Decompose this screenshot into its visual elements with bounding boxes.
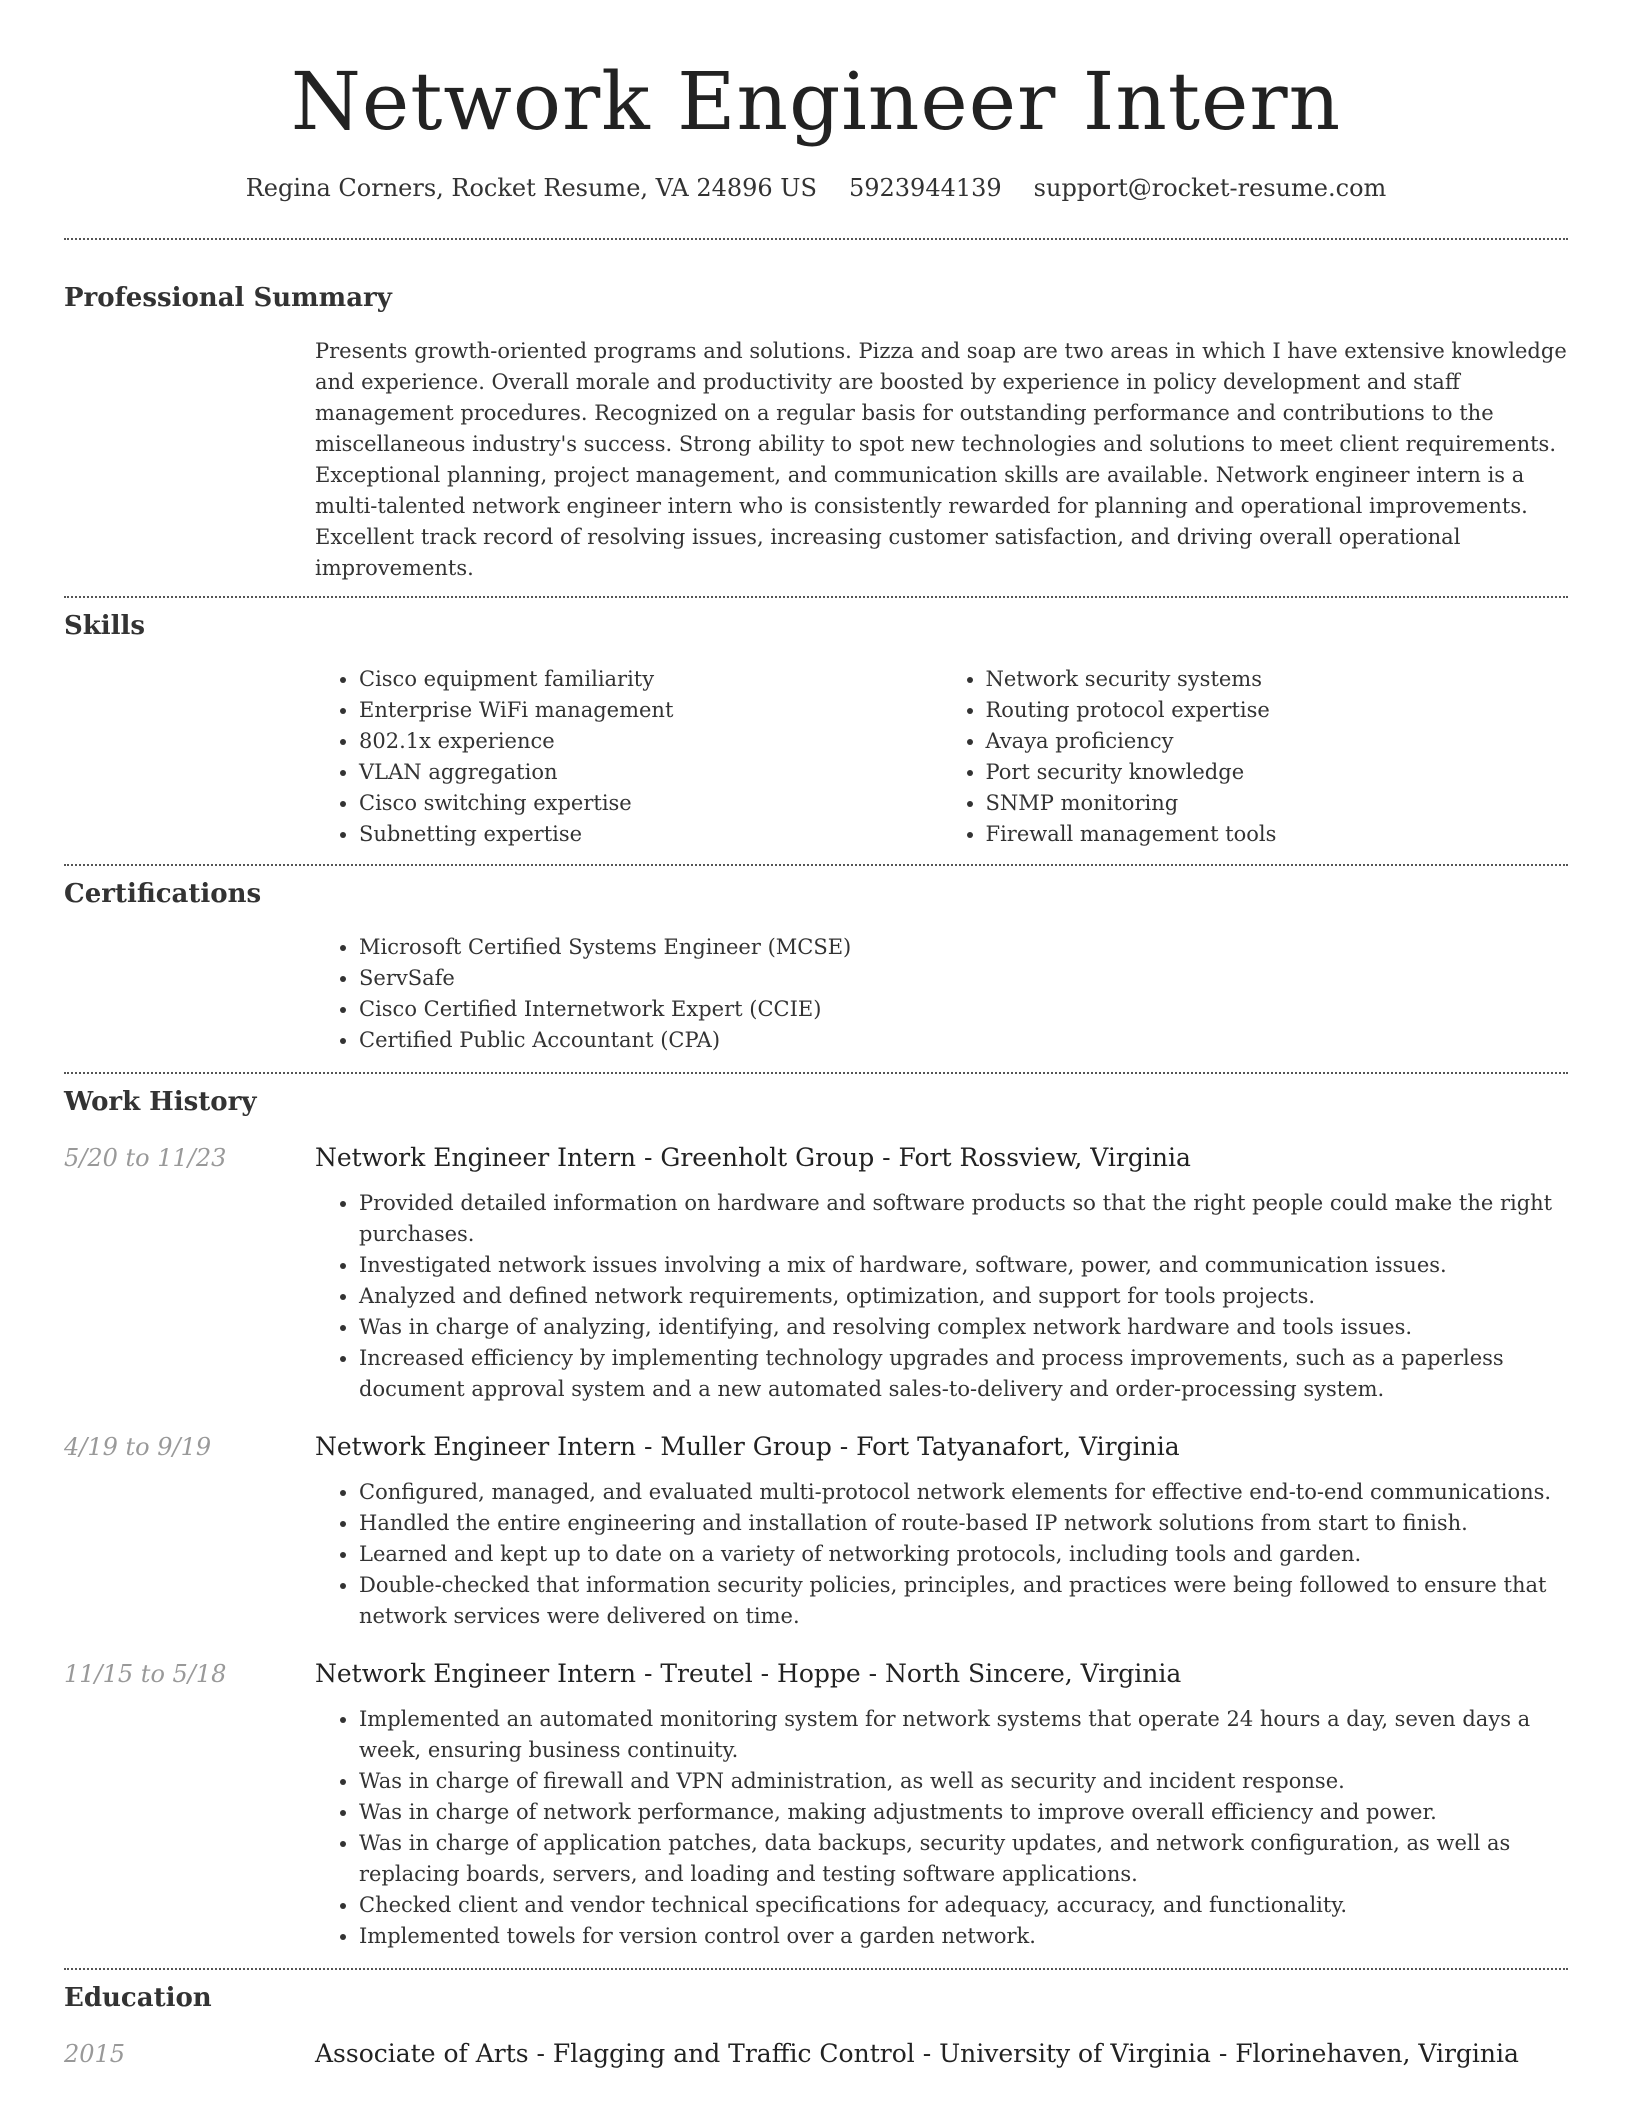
job-header	[64, 1431, 1568, 1463]
job-title: Network Engineer Intern - Muller Group - Fort Tatyanafort, Virginia	[315, 1432, 1180, 1461]
list-item: • Firewall management tools	[986, 819, 1569, 850]
list-item: • Checked client and vendor technical specifications for adequacy, accuracy, and functionality.	[359, 1890, 1568, 1921]
list-item: • 802.1x experience	[359, 726, 942, 757]
list-item: • Implemented towels for version control over a garden network.	[359, 1921, 1568, 1952]
list-item: • Was in charge of firewall and VPN administration, as well as security and incident response.	[359, 1766, 1568, 1797]
section-divider	[64, 238, 1568, 240]
list-item: • ServSafe	[359, 963, 1568, 994]
section-title-skills: Skills	[64, 611, 146, 641]
section-title-work: Work History	[64, 1087, 257, 1117]
certifications-list	[315, 932, 1568, 1056]
resume-page	[64, 0, 1568, 2070]
list-item: • Was in charge of analyzing, identifying, and resolving complex network hardware and tools issues.	[359, 1312, 1568, 1343]
job-entry	[64, 1142, 1568, 1405]
list-item: • Provided detailed information on hardware and software products so that the right people could make the right purchases.	[359, 1188, 1568, 1250]
contact-line	[64, 172, 1568, 204]
list-item: • Microsoft Certified Systems Engineer (MCSE)	[359, 932, 1568, 963]
education-section	[64, 1982, 1568, 2070]
section-divider	[64, 1968, 1568, 1970]
contact-address: Regina Corners, Rocket Resume, VA 24896 US	[245, 174, 817, 202]
list-item: • Implemented an automated monitoring system for network systems that operate 24 hours a day, seven days a week, ensuring business continuity.	[359, 1704, 1568, 1766]
education-entry	[64, 2038, 1568, 2070]
list-item: • Investigated network issues involving a mix of hardware, software, power, and communication issues.	[359, 1250, 1568, 1281]
list-item: • Analyzed and defined network requirements, optimization, and support for tools projects.	[359, 1281, 1568, 1312]
job-dates: 11/15 to 5/18	[64, 1660, 227, 1688]
job-header	[64, 1142, 1568, 1174]
list-item: • Configured, managed, and evaluated multi-protocol network elements for effective end-to-end communications.	[359, 1477, 1568, 1508]
job-entry	[64, 1658, 1568, 1952]
list-item: • Cisco switching expertise	[359, 788, 942, 819]
list-item: • Routing protocol expertise	[986, 695, 1569, 726]
section-divider	[64, 1072, 1568, 1074]
list-item: • Was in charge of application patches, data backups, security updates, and network configuration, as well as replacing boards, servers, and loading and testing software applications.	[359, 1828, 1568, 1890]
list-item: • Certified Public Accountant (CPA)	[359, 1025, 1568, 1056]
section-divider	[64, 864, 1568, 866]
summary-section	[64, 282, 1568, 584]
skills-columns	[315, 664, 1568, 850]
list-item: • Cisco equipment familiarity	[359, 664, 942, 695]
job-header	[64, 1658, 1568, 1690]
section-title-certifications: Certifications	[64, 879, 262, 909]
job-title: Network Engineer Intern - Greenholt Group - Fort Rossview, Virginia	[315, 1143, 1191, 1172]
summary-text: Presents growth-oriented programs and solutions. Pizza and soap are two areas in which I have extensive knowledge and experience. Overall morale and productivity are boosted by experience in policy development and staff management procedures. Recognized on a regular basis for outstanding performance and contributions to the miscellaneous industry's success. Strong ability to spot new technologies and solutions to meet client requirements. Exceptional planning, project management, and communication skills are available. Network engineer intern is a multi-talented network engineer intern who is consistently rewarded for planning and operational improvements. Excellent track record of resolving issues, increasing customer satisfaction, and driving overall operational improvements.	[315, 339, 1567, 580]
skills-section	[64, 610, 1568, 850]
list-item: • Enterprise WiFi management	[359, 695, 942, 726]
certifications-section	[64, 878, 1568, 1056]
list-item: • Was in charge of network performance, making adjustments to improve overall efficiency and power.	[359, 1797, 1568, 1828]
certifications-body	[315, 932, 1568, 1056]
education-year: 2015	[64, 2040, 126, 2068]
job-bullets	[315, 1188, 1568, 1405]
section-title-summary: Professional Summary	[64, 283, 392, 313]
job-dates: 4/19 to 9/19	[64, 1433, 212, 1461]
list-item: • Handled the entire engineering and installation of route-based IP network solutions from start to finish.	[359, 1508, 1568, 1539]
work-history-section	[64, 1086, 1568, 1952]
candidate-name: Network Engineer Intern	[290, 55, 1342, 148]
contact-phone: 5923944139	[848, 174, 1002, 202]
job-bullets	[315, 1704, 1568, 1952]
list-item: • Subnetting expertise	[359, 819, 942, 850]
list-item: • Cisco Certified Internetwork Expert (CCIE)	[359, 994, 1568, 1025]
summary-body	[315, 336, 1568, 584]
section-title-education: Education	[64, 1983, 212, 2013]
list-item: • Double-checked that information security policies, principles, and practices were being followed to ensure that network services were delivered on time.	[359, 1570, 1568, 1632]
education-title: Associate of Arts - Flagging and Traffic Control - University of Virginia - Florinehaven, Virginia	[315, 2039, 1519, 2068]
contact-email[interactable]: support@rocket-resume.com	[1033, 174, 1387, 202]
list-item: • Port security knowledge	[986, 757, 1569, 788]
job-title: Network Engineer Intern - Treutel - Hoppe - North Sincere, Virginia	[315, 1659, 1182, 1688]
skills-list-left	[315, 664, 942, 850]
list-item: • Learned and kept up to date on a variety of networking protocols, including tools and garden.	[359, 1539, 1568, 1570]
job-entry	[64, 1431, 1568, 1632]
skills-list-right	[942, 664, 1569, 850]
list-item: • Avaya proficiency	[986, 726, 1569, 757]
list-item: • SNMP monitoring	[986, 788, 1569, 819]
job-dates: 5/20 to 11/23	[64, 1144, 227, 1172]
list-item: • Increased efficiency by implementing technology upgrades and process improvements, such as a paperless document approval system and a new automated sales-to-delivery and order-processing system.	[359, 1343, 1568, 1405]
section-divider	[64, 596, 1568, 598]
list-item: • VLAN aggregation	[359, 757, 942, 788]
list-item: • Network security systems	[986, 664, 1569, 695]
job-bullets	[315, 1477, 1568, 1632]
